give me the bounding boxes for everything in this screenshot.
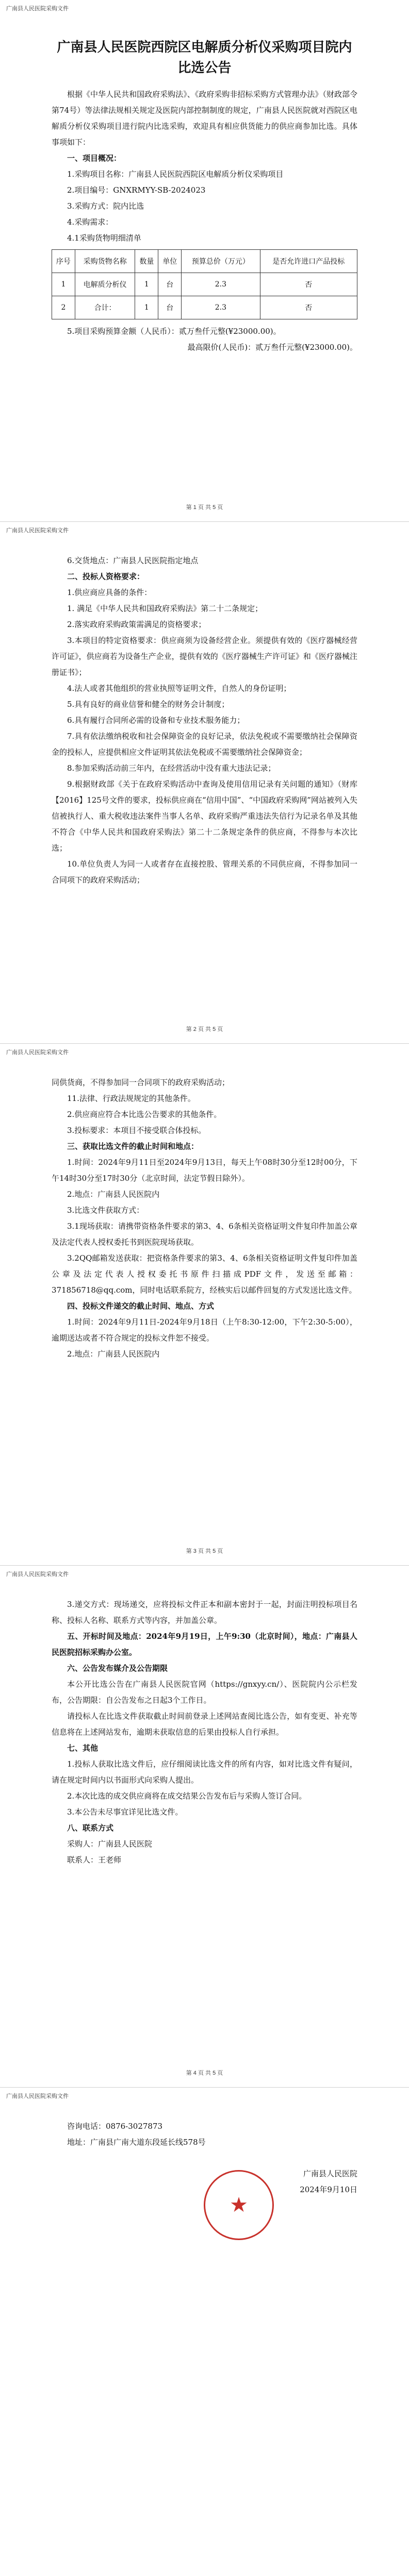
- signature-date: 2024年9月10日: [300, 2185, 357, 2194]
- table-header-cell: 单位: [158, 250, 182, 273]
- delivery-location: 6.交货地点：广南县人民医院指定地点: [67, 556, 199, 565]
- continued-text: 同供货商，不得参加同一合同项下的政府采购活动；: [52, 1078, 230, 1087]
- page-2: [0, 522, 409, 1044]
- requirement-item: 5.具有良好的商业信誉和健全的财务会计制度；: [67, 700, 230, 709]
- page-header: 广南县人民医院采购文件: [6, 1571, 69, 1578]
- section-heading: 二、投标人资格要求：: [67, 572, 145, 581]
- intro-paragraph: 根据《中华人民共和国政府采购法》、《政府采购非招标采购方式管理办法》（财政部令第74号）等法律法规相关规定及医院内部控制制度的规定，广南县人民医院就对西院区电解质分析仪采购项目进行院内比选采购，欢迎具有相应供货能力的供应商参加比选。具体事项如下：: [52, 90, 357, 147]
- procurement-method: 3.采购方式：院内比选: [67, 201, 144, 211]
- contact-phone: 咨询电话：0876-3027873: [67, 2122, 163, 2131]
- table-row: [52, 296, 357, 319]
- page-3: [0, 1044, 409, 1566]
- official-seal: [204, 2170, 274, 2240]
- page-5: [0, 2088, 409, 2576]
- contact-person: 联系人：王老师: [67, 1855, 122, 1865]
- table-cell: 2: [52, 296, 75, 319]
- requirement-item: 4.法人或者其他组织的营业执照等证明文件，自然人的身份证明；: [67, 684, 291, 693]
- table-header-cell: 数量: [135, 250, 158, 273]
- page-header: 广南县人民医院采购文件: [6, 1049, 69, 1056]
- table-cell: 2.3: [182, 273, 260, 296]
- goods-list-title: 4.1采购货物明细清单: [67, 233, 141, 243]
- contact-purchaser: 采购人：广南县人民医院: [67, 1839, 153, 1849]
- table-header-cell: 采购货物名称: [75, 250, 135, 273]
- star-icon: ★: [230, 2193, 248, 2217]
- section-heading: 六、公告发布媒介及公告期限: [67, 1664, 168, 1673]
- requirement-item: 2.落实政府采购政策需满足的资格要求；: [67, 620, 206, 629]
- submission-location: 2.地点：广南县人民医院内: [67, 1349, 160, 1359]
- submission-time: 1.时间：2024年9月11日-2024年9月18日（上午8:30-12:00，下午2:30-5:00），逾期送达或者不符合规定的投标文件恕不接受。: [52, 1317, 357, 1343]
- requirement-item: 1.供应商应具备的条件：: [67, 588, 152, 597]
- email-acquisition: 3.2QQ邮箱发送获取：把资格条件要求的第3、4、6条相关资格证明文件复印件加盖公章及法定代表人授权委托书原件扫描成PDF文件，发送至邮箱：371856718@qq.com，同时电话联系院方，经核实后以邮件回复的方式发送比选文件。: [52, 1253, 357, 1295]
- requirement-item: 6.具有履行合同所必需的设备和专业技术服务能力；: [67, 716, 245, 725]
- publication-notice: 请投标人在比选文件获取截止时间前登录上述网站查阅比选公告，如有变更、补充等信息将在上述网站发布，逾期未获取信息的后果由投标人自行承担。: [52, 1711, 357, 1737]
- table-cell: 台: [158, 273, 182, 296]
- table-cell: 台: [158, 296, 182, 319]
- page-footer: 第 3 页 共 5 页: [186, 1548, 223, 1554]
- page-header: 广南县人民医院采购文件: [6, 528, 69, 534]
- publication-media: 本公开比选公告在广南县人民医院官网（https://gnxyy.cn/）、医院院内公示栏发布，公告期限：自公告发布之日起3个工作日。: [52, 1680, 357, 1705]
- requirement-item: 2.供应商应符合本比选公告要求的其他条件。: [67, 1110, 222, 1119]
- table-cell: 2.3: [182, 296, 260, 319]
- budget-amount: 5.项目采购预算金额（人民币）：贰万叁仟元整(¥23000.00)。: [67, 327, 281, 336]
- section-heading: 四、投标文件递交的截止时间、地点、方式: [67, 1301, 215, 1311]
- requirement-item: 8.参加采购活动前三年内，在经营活动中没有重大违法记录；: [67, 764, 276, 773]
- page-1: [0, 0, 409, 522]
- onsite-acquisition: 3.1现场获取：请携带资格条件要求的第3、4、6条相关资格证明文件复印件加盖公章及法定代表人授权委托书到医院现场获取。: [52, 1222, 357, 1247]
- submission-method: 3.递交方式：现场递交，应将投标文件正本和副本密封于一起，封面注明投标项目名称、投标人名称、联系方式等内容，并加盖公章。: [52, 1600, 357, 1625]
- project-name: 1.采购项目名称：广南县人民医院西院区电解质分析仪采购项目: [67, 170, 284, 179]
- max-price: 最高限价(人民币)：贰万叁仟元整(¥23000.00)。: [187, 343, 357, 352]
- requirement-item: 3.投标要求：本项目不接受联合体投标。: [67, 1126, 206, 1135]
- section-heading: 八、联系方式: [67, 1823, 114, 1833]
- other-item: 2.本次比选的成交供应商将在成交结果公告发布后与采购人签订合同。: [67, 1791, 307, 1801]
- section-heading: 七、其他: [67, 1743, 99, 1753]
- page-header: 广南县人民医院采购文件: [6, 6, 69, 12]
- goods-table: [52, 249, 357, 319]
- acquisition-time: 1.时间：2024年9月11日至2024年9月13日，每天上午08时30分至12时00分，下午14时30分至17时30分（北京时间，法定节假日除外）。: [52, 1158, 357, 1183]
- page-footer: 第 2 页 共 5 页: [186, 1026, 223, 1032]
- requirement-item: 9.根据财政部《关于在政府采购活动中查询及使用信用记录有关问题的通知》（财库【2016】125号文件的要求，投标供应商在“信用中国”、“中国政府采购网”网站被列入失信被执行人、重大税收违法案件当事人名单、政府采购严重违法失信行为记录名单及其他不符合《中华人民共和国政府采购法》第二十二条规定条件的供应商，不得参与本次比选；: [52, 779, 357, 853]
- other-item: 3.本公告未尽事宜详见比选文件。: [67, 1807, 183, 1817]
- table-cell: 1: [135, 296, 158, 319]
- page-header: 广南县人民医院采购文件: [6, 2093, 69, 2099]
- table-row: [52, 273, 357, 296]
- section-heading: 五、开标时间及地点：2024年9月19日，上午9:30（北京时间），地点：广南县人民医院招标采购办公室。: [52, 1632, 357, 1657]
- table-header-cell: 是否允许进口产品投标: [260, 250, 357, 273]
- contact-address: 地址：广南县广南大道东段延长线578号: [67, 2138, 206, 2147]
- table-cell: 1: [135, 273, 158, 296]
- requirement-item: 7.具有依法缴纳税收和社会保障资金的良好记录，依法免税或不需要缴纳社会保障资金的投标人，应提供相应文件证明其依法免税或不需要缴纳社会保障资金；: [52, 732, 357, 757]
- procurement-requirement: 4.采购需求：: [67, 217, 113, 227]
- other-item: 1.投标人获取比选文件后，应仔细阅读比选文件的所有内容，如对比选文件有疑问，请在规定时间内以书面形式向采购人提出。: [52, 1759, 357, 1785]
- page-footer: 第 1 页 共 5 页: [186, 504, 223, 511]
- requirement-item: 11.法律、行政法规规定的其他条件。: [67, 1094, 195, 1103]
- project-code: 2.项目编号：GNXRMYY-SB-2024023: [67, 185, 206, 195]
- table-cell: 1: [52, 273, 75, 296]
- acquisition-method: 3.比选文件获取方式：: [67, 1206, 144, 1215]
- requirement-item: 10.单位负责人为同一人或者存在直接控股、管理关系的不同供应商，不得参加同一合同项下的政府采购活动；: [52, 859, 357, 885]
- table-header-row: [52, 250, 357, 273]
- page-footer: 第 4 页 共 5 页: [186, 2070, 223, 2076]
- document-title: 广南县人民医院西院区电解质分析仪采购项目院内比选公告: [57, 40, 352, 76]
- table-cell: 电解质分析仪: [75, 273, 135, 296]
- acquisition-location: 2.地点：广南县人民医院内: [67, 1190, 160, 1199]
- page-4: [0, 1566, 409, 2088]
- requirement-item: 3.本项目的特定资格要求：供应商须为设备经营企业。须提供有效的《医疗器械经营许可证》，供应商若为设备生产企业，提供有效的《医疗器械生产许可证》和《医疗器械注册证书》；: [52, 636, 357, 677]
- table-header-cell: 序号: [52, 250, 75, 273]
- signature-organization: 广南县人民医院: [303, 2169, 357, 2178]
- table-cell: 否: [260, 296, 357, 319]
- section-heading: 一、项目概况：: [67, 154, 122, 163]
- table-header-cell: 预算总价（万元）: [182, 250, 260, 273]
- requirement-item: 1. 满足《中华人民共和国政府采购法》第二十二条规定；: [67, 604, 263, 613]
- table-cell: 合计：: [75, 296, 135, 319]
- section-heading: 三、获取比选文件的截止时间和地点：: [67, 1142, 199, 1151]
- table-cell: 否: [260, 273, 357, 296]
